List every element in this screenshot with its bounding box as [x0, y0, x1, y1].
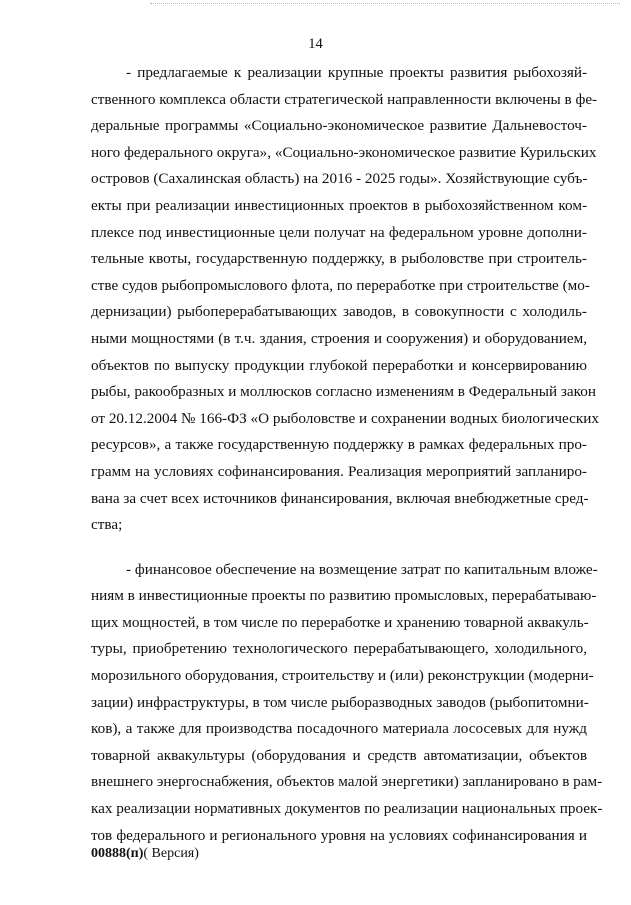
- text-line: - финансовое обеспечение на возмещение затрат по капитальным вложе-: [126, 560, 598, 578]
- text-line: объектов по выпуску продукции глубокой переработки и консервированию: [91, 356, 587, 374]
- text-line: ках реализации нормативных документов по реализации национальных проек-: [91, 800, 603, 818]
- paragraph-2: [91, 557, 603, 850]
- paragraph-gap: [91, 539, 587, 557]
- text-line: товарной аквакультуры (оборудования и средств автоматизации, объектов: [91, 746, 587, 764]
- text-line: вана за счет всех источников финансирования, включая внебюджетные сред-: [91, 489, 589, 507]
- text-line: тов федерального и регионального уровня на условиях софинансирования и: [91, 826, 587, 844]
- text-line: ков), а также для производства посадочного материала лососевых для нужд: [91, 720, 587, 738]
- text-line: деральные программы «Социально-экономическое развитие Дальневосточ-: [91, 117, 587, 135]
- text-line: туры, приобретению технологического перерабатывающего, холодильного,: [91, 640, 587, 658]
- text-line: внешнего энергоснабжения, объектов малой энергетики) запланировано в рам-: [91, 773, 603, 791]
- text-line: стве судов рыбопромыслового флота, по переработке при строительстве (мо-: [91, 276, 590, 294]
- top-rule: [150, 3, 620, 4]
- page-number: 14: [308, 36, 323, 52]
- paragraph-1: [91, 60, 599, 539]
- text-line: тельные квоты, государственную поддержку, в рыболовстве при строитель-: [91, 250, 587, 268]
- text-line: екты при реализации инвестиционных проектов в рыбохозяйственном ком-: [91, 196, 587, 214]
- document-code: 00888(п): [91, 846, 144, 861]
- text-line: плексе под инвестиционные цели получат на федеральном уровне дополни-: [91, 223, 587, 241]
- text-line: - предлагаемые к реализации крупные проекты развития рыбохозяй-: [126, 64, 587, 81]
- text-line: дернизации) рыбоперерабатывающих заводов, в совокупности с холодиль-: [91, 303, 587, 321]
- text-line: ственного комплекса области стратегической направленности включены в фе-: [91, 90, 598, 108]
- text-line: островов (Сахалинская область) на 2016 - 2025 годы». Хозяйствующие субъ-: [91, 170, 588, 188]
- text-line: от 20.12.2004 № 166-ФЗ «О рыболовстве и сохранении водных биологических: [91, 409, 599, 427]
- body-text: [91, 60, 603, 849]
- text-line: зации) инфраструктуры, в том числе рыборазводных заводов (рыбопитомни-: [91, 693, 589, 711]
- text-line: ресурсов», а также государственную поддержку в рамках федеральных про-: [91, 436, 587, 454]
- document-footer: [91, 846, 199, 862]
- text-line: щих мощностей, в том числе по переработке и хранению товарной аквакуль-: [91, 613, 589, 631]
- text-line: ными мощностями (в т.ч. здания, строения и сооружения) и оборудованием,: [91, 329, 587, 347]
- text-line: ства;: [91, 516, 123, 534]
- text-line: морозильного оборудования, строительству и (или) реконструкции (модерни-: [91, 667, 594, 685]
- text-line: рыбы, ракообразных и моллюсков согласно изменениям в Федеральный закон: [91, 383, 597, 401]
- text-line: ниям в инвестиционные проекты по развитию промысловых, перерабатываю-: [91, 587, 597, 605]
- text-line: грамм на условиях софинансирования. Реализация мероприятий запланиро-: [91, 462, 587, 480]
- document-version: ( Версия): [143, 846, 199, 861]
- text-line: ного федерального округа», «Социально-экономическое развитие Курильских: [91, 143, 597, 161]
